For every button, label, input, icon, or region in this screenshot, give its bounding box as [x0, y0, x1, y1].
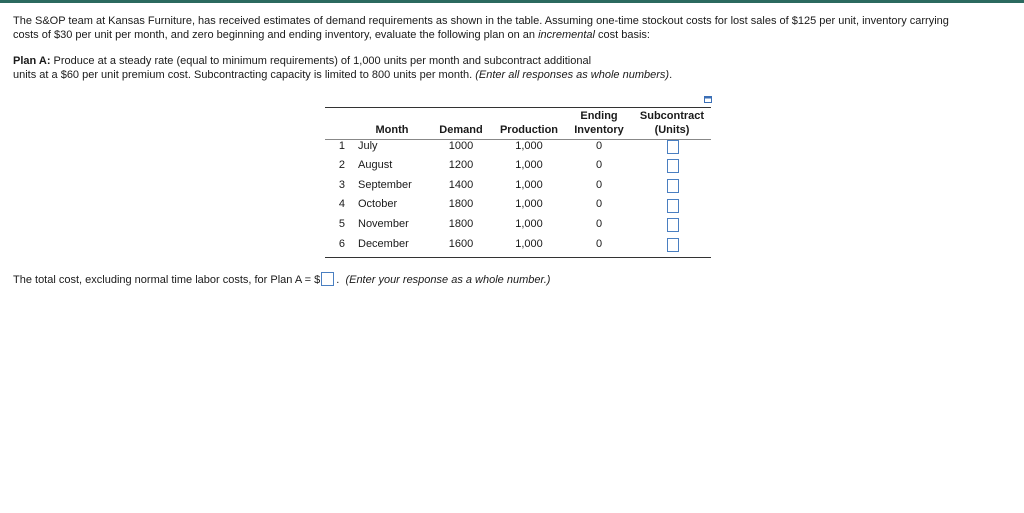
- header-ending-1: Ending: [580, 110, 618, 122]
- copy-table-icon[interactable]: [704, 96, 713, 104]
- row-production: 1,000: [515, 218, 543, 230]
- header-demand: Demand: [439, 124, 483, 136]
- problem-intro: [13, 14, 1013, 42]
- row-month: December: [358, 238, 409, 250]
- header-month: Month: [375, 124, 409, 136]
- intro-line-2: [13, 28, 1013, 42]
- row-production: 1,000: [515, 238, 543, 250]
- row-index: 5: [338, 218, 345, 230]
- header-ending-2: Inventory: [574, 124, 624, 136]
- row-month: September: [358, 179, 412, 191]
- row-ending: 0: [595, 140, 603, 152]
- row-month: October: [358, 198, 398, 210]
- total-cost-suffix: .: [336, 274, 340, 286]
- row-demand: 1200: [448, 159, 474, 171]
- total-cost-input[interactable]: [321, 272, 334, 286]
- row-index: 2: [338, 159, 345, 171]
- intro-line-1: The S&OP team at Kansas Furniture, has received estimates of demand requirements as shown in the table. Assuming one-time stockout costs for lost sales of $125 per unit, inventory carrying: [13, 15, 949, 27]
- intro-line-2-text: costs of $30 per unit per month, and zero beginning and ending inventory, evaluate the following plan on an: [13, 29, 539, 41]
- subcontract-input-december[interactable]: [667, 238, 679, 252]
- intro-emphasis: incremental: [538, 29, 595, 41]
- intro-line-2-end: cost basis:: [594, 29, 650, 41]
- row-production: 1,000: [515, 140, 543, 152]
- header-subcontract-2: (Units): [654, 124, 690, 136]
- plan-line-2-text: units at a $60 per unit premium cost. Subcontracting capacity is limited to 800 units per month.: [13, 69, 476, 81]
- row-index: 6: [338, 238, 345, 250]
- row-demand: 1800: [448, 218, 474, 230]
- row-demand: 1600: [448, 238, 474, 250]
- plan-line-2: [13, 68, 1013, 82]
- plan-line-2-end: .: [669, 69, 673, 81]
- total-cost-line: [13, 272, 550, 287]
- subcontract-input-july[interactable]: [667, 140, 679, 154]
- row-index: 1: [338, 140, 345, 152]
- row-month: July: [358, 140, 378, 152]
- row-index: 3: [338, 179, 345, 191]
- table-bottom-border: [325, 257, 711, 258]
- row-demand: 1800: [448, 198, 474, 210]
- subcontract-input-august[interactable]: [667, 159, 679, 173]
- plan-line-1-text: Produce at a steady rate (equal to minimum requirements) of 1,000 units per month and subcontract additional: [50, 55, 592, 67]
- subcontract-input-october[interactable]: [667, 199, 679, 213]
- table-top-border: [325, 107, 711, 108]
- row-demand: 1400: [448, 179, 474, 191]
- row-demand: 1000: [448, 140, 474, 152]
- subcontract-input-november[interactable]: [667, 218, 679, 232]
- total-cost-label: The total cost, excluding normal time labor costs, for Plan A = $: [13, 274, 321, 286]
- plan-a-description: [13, 54, 1013, 82]
- row-production: 1,000: [515, 198, 543, 210]
- row-ending: 0: [595, 238, 603, 250]
- row-production: 1,000: [515, 159, 543, 171]
- top-accent-bar: [0, 0, 1024, 3]
- header-subcontract-1: Subcontract: [639, 110, 705, 122]
- plan-line-1: [13, 54, 1013, 68]
- row-month: August: [358, 159, 393, 171]
- plan-instruction: (Enter all responses as whole numbers): [475, 69, 670, 81]
- row-index: 4: [338, 198, 345, 210]
- plan-label: Plan A:: [13, 55, 51, 67]
- row-month: November: [358, 218, 409, 230]
- row-ending: 0: [595, 198, 603, 210]
- row-ending: 0: [595, 218, 603, 230]
- row-ending: 0: [595, 159, 603, 171]
- total-cost-hint: (Enter your response as a whole number.): [345, 274, 551, 286]
- row-ending: 0: [595, 179, 603, 191]
- subcontract-input-september[interactable]: [667, 179, 679, 193]
- row-production: 1,000: [515, 179, 543, 191]
- header-production: Production: [499, 124, 559, 136]
